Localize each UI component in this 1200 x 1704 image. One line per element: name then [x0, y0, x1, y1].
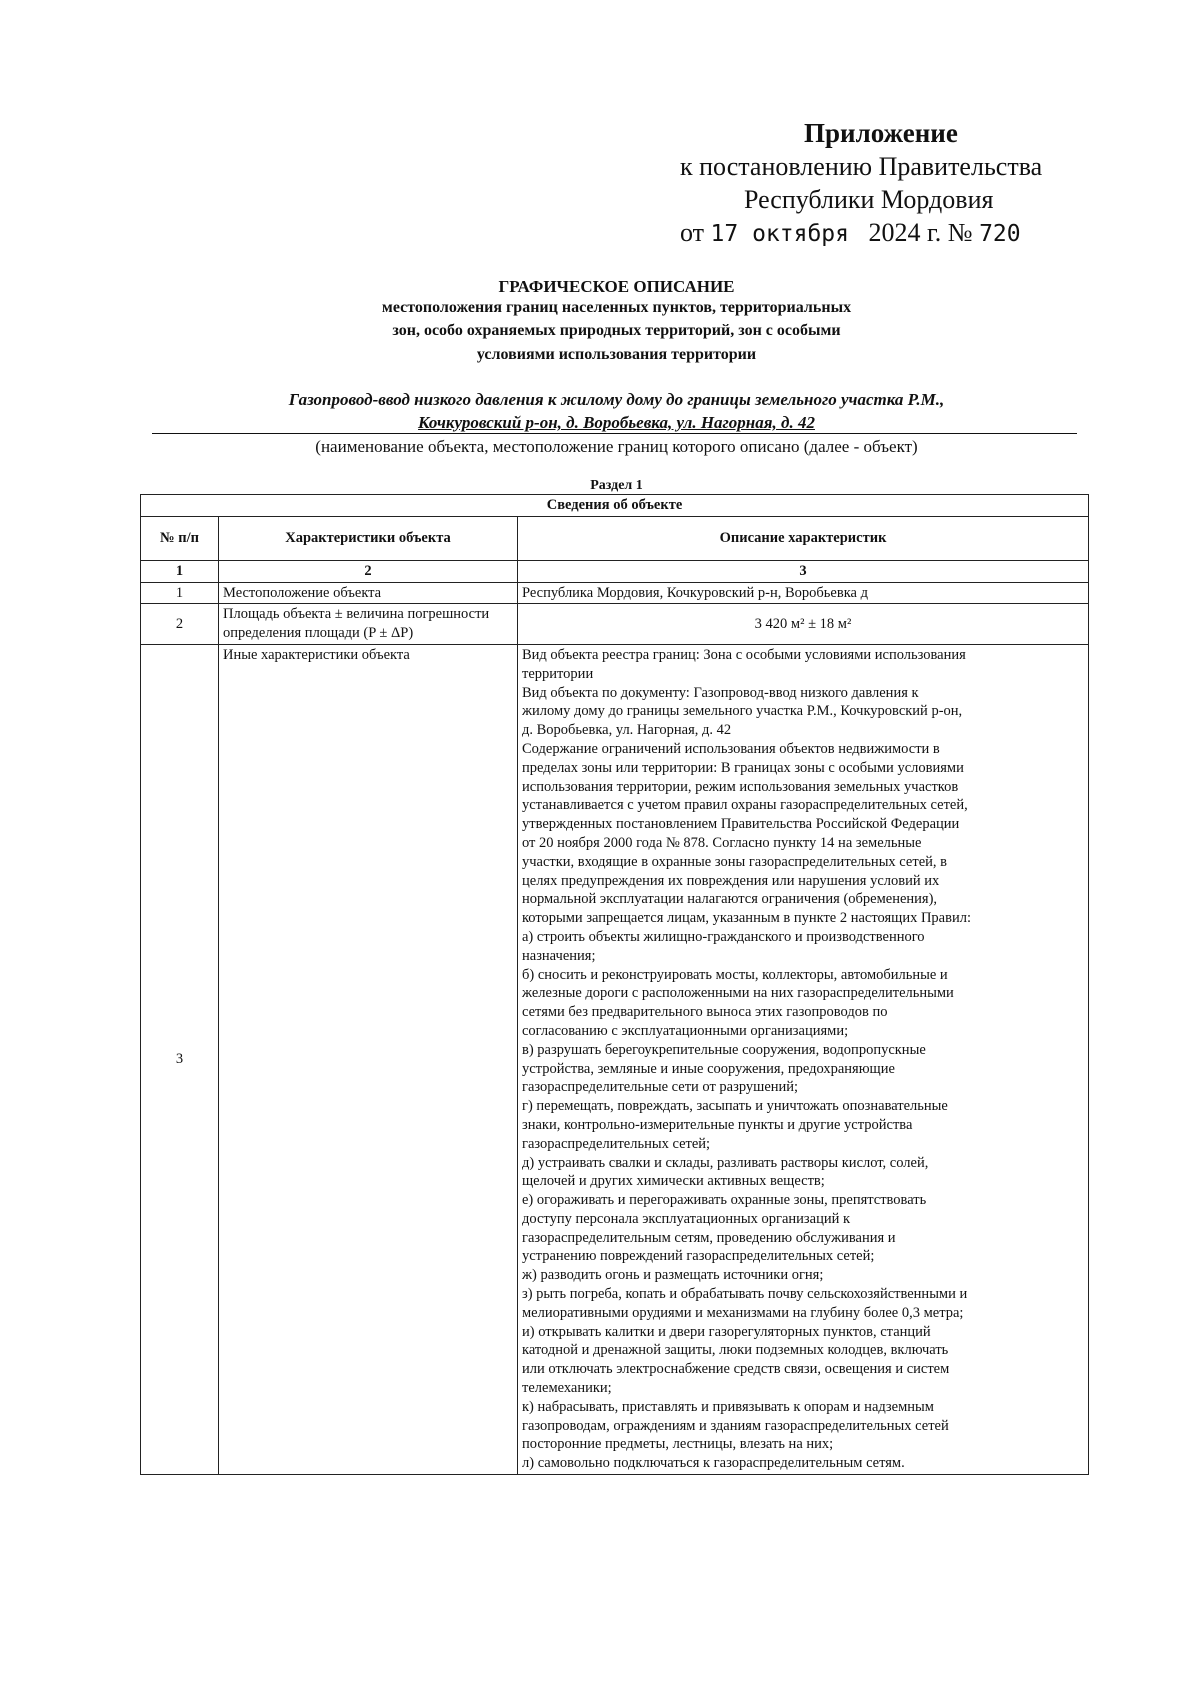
row-name: Площадь объекта ± величина погрешности определения площади (P ± ΔP): [219, 604, 518, 645]
description-line: назначения;: [522, 947, 596, 964]
header-characteristic: Характеристики объекта: [219, 516, 518, 560]
description-line: д) устраивать свалки и склады, разливать растворы кислот, солей,: [522, 1154, 929, 1171]
description-line: д. Воробьевка, ул. Нагорная, д. 42: [522, 722, 732, 739]
description-line: нормальной эксплуатации налагаются ограничения (обременения),: [522, 891, 938, 908]
resolution-number: 720: [979, 221, 1021, 247]
description-line: г) перемещать, повреждать, засыпать и уничтожать опознавательные: [522, 1098, 948, 1115]
description-line: территории: [522, 665, 594, 682]
description-line: устранению повреждений газораспределительных сетей;: [522, 1248, 875, 1265]
row-value-multiline: [518, 644, 1089, 1474]
table-row: [141, 582, 1089, 604]
description-line: мелиоративными орудиями и механизмами на глубину более 0,3 метра;: [522, 1304, 964, 1321]
description-line: ж) разводить огонь и размещать источники огня;: [522, 1267, 824, 1284]
description-line: жилому дому до границы земельного участка Р.М., Кочкуровский р-он,: [522, 703, 963, 720]
description-line: катодной и дренажной защиты, люки подземных колодцев, включать: [522, 1342, 949, 1359]
date-day-month: 17 октября: [710, 221, 850, 247]
description-line: газораспределительным сетям, проведению обслуживания и: [522, 1229, 896, 1246]
description-line: согласованию с эксплуатационными организациями;: [522, 1022, 849, 1039]
description-line: или отключать электроснабжение средств связи, освещения и систем: [522, 1361, 950, 1378]
appendix-line-1: к постановлению Правительства: [680, 152, 1043, 181]
row-name: Местоположение объекта: [219, 582, 518, 604]
object-info-table: [140, 494, 1089, 1475]
description-line: и) открывать калитки и двери газорегуляторных пунктов, станций: [522, 1323, 931, 1340]
description-line: телемеханики;: [522, 1380, 612, 1397]
description-line: з) рыть погреба, копать и обрабатывать почву сельскохозяйственными и: [522, 1286, 968, 1303]
description-line: устанавливается с учетом правил охраны газораспределительных сетей,: [522, 797, 968, 814]
row-name: Иные характеристики объекта: [219, 644, 518, 1474]
description-line: газораспределительные сети от разрушений;: [522, 1079, 799, 1096]
description-line: к) набрасывать, приставлять и привязывать к опорам и надземным: [522, 1398, 934, 1415]
description-line: устройства, земляные и иные сооружения, предохраняющие: [522, 1060, 895, 1077]
description-line: сетями без предварительного выноса этих газопроводов по: [522, 1004, 888, 1021]
description-line: пределах зоны или территории: В границах зоны с особыми условиями: [522, 759, 964, 776]
document-title: ГРАФИЧЕСКОЕ ОПИСАНИЕ: [498, 277, 735, 296]
description-line: а) строить объекты жилищно-гражданского и производственного: [522, 928, 925, 945]
section-label: Раздел 1: [590, 478, 643, 493]
object-name-line-2: Кочкуровский р-он, д. Воробьевка, ул. Нагорная, д. 42: [418, 413, 815, 432]
col-number-1: 1: [141, 560, 219, 582]
table-row: [141, 604, 1089, 645]
subtitle-line-2: зон, особо охраняемых природных территорий, зон с особыми: [392, 322, 841, 339]
description-line: л) самовольно подключаться к газораспределительным сетям.: [522, 1455, 905, 1472]
header-number: № п/п: [141, 516, 219, 560]
col-number-2: 2: [219, 560, 518, 582]
date-prefix: от: [680, 218, 705, 247]
object-underline: [152, 433, 1077, 434]
appendix-line-2: Республики Мордовия: [744, 185, 994, 214]
object-name-line-1: Газопровод-ввод низкого давления к жилому дому до границы земельного участка Р.М.,: [288, 390, 945, 409]
description-line: е) огораживать и перегораживать охранные зоны, препятствовать: [522, 1192, 927, 1209]
description-line: посторонние предметы, лестницы, влезать на них;: [522, 1436, 834, 1453]
row-number: 3: [141, 644, 219, 1474]
row-value: 3 420 м² ± 18 м²: [518, 604, 1089, 645]
description-line: газораспределительных сетей;: [522, 1135, 711, 1152]
description-line: знаки, контрольно-измерительные пункты и другие устройства: [522, 1116, 913, 1133]
description-line: железные дороги с расположенными на них газораспределительными: [522, 985, 954, 1002]
description-line: Содержание ограничений использования объектов недвижимости в: [522, 740, 940, 757]
appendix-date-line: [680, 218, 1021, 248]
table-row: [141, 644, 1089, 1474]
description-line: которыми запрещается лицам, указанным в пункте 2 настоящих Правил:: [522, 910, 971, 927]
description-line: в) разрушать берегоукрепительные сооружения, водопропускные: [522, 1041, 926, 1058]
date-year: 2024 г. №: [868, 218, 973, 247]
description-line: от 20 ноября 2000 года № 878. Согласно пункту 14 на земельные: [522, 834, 922, 851]
description-line: целях предупреждения их повреждения или нарушения условий их: [522, 872, 940, 889]
description-line: использования территории, режим использования земельных участков: [522, 778, 959, 795]
description-line: доступу персонала эксплуатационных организаций к: [522, 1210, 851, 1227]
description-line: утвержденных постановлением Правительства Российской Федерации: [522, 816, 960, 833]
col-number-3: 3: [518, 560, 1089, 582]
row-number: 2: [141, 604, 219, 645]
row-value: Республика Мордовия, Кочкуровский р-н, Воробьевка д: [518, 582, 1089, 604]
subtitle-line-3: условиями использования территории: [476, 346, 757, 363]
table-caption: Сведения об объекте: [141, 495, 1089, 517]
description-line: участки, входящие в охранные зоны газораспределительных сетей, в: [522, 853, 947, 870]
header-description: Описание характеристик: [518, 516, 1089, 560]
appendix-title: Приложение: [804, 118, 958, 148]
description-line: б) сносить и реконструировать мосты, коллекторы, автомобильные и: [522, 966, 948, 983]
description-line: Вид объекта по документу: Газопровод-ввод низкого давления к: [522, 684, 919, 701]
subtitle-line-1: местоположения границ населенных пунктов, территориальных: [381, 299, 852, 316]
description-line: газопроводам, ограждениям и зданиям газораспределительных сетей: [522, 1417, 949, 1434]
row-number: 1: [141, 582, 219, 604]
object-caption: (наименование объекта, местоположение границ которого описано (далее - объект): [315, 437, 918, 456]
description-line: Вид объекта реестра границ: Зона с особыми условиями использования: [522, 646, 966, 663]
description-line: щелочей и других химически активных веществ;: [522, 1173, 825, 1190]
